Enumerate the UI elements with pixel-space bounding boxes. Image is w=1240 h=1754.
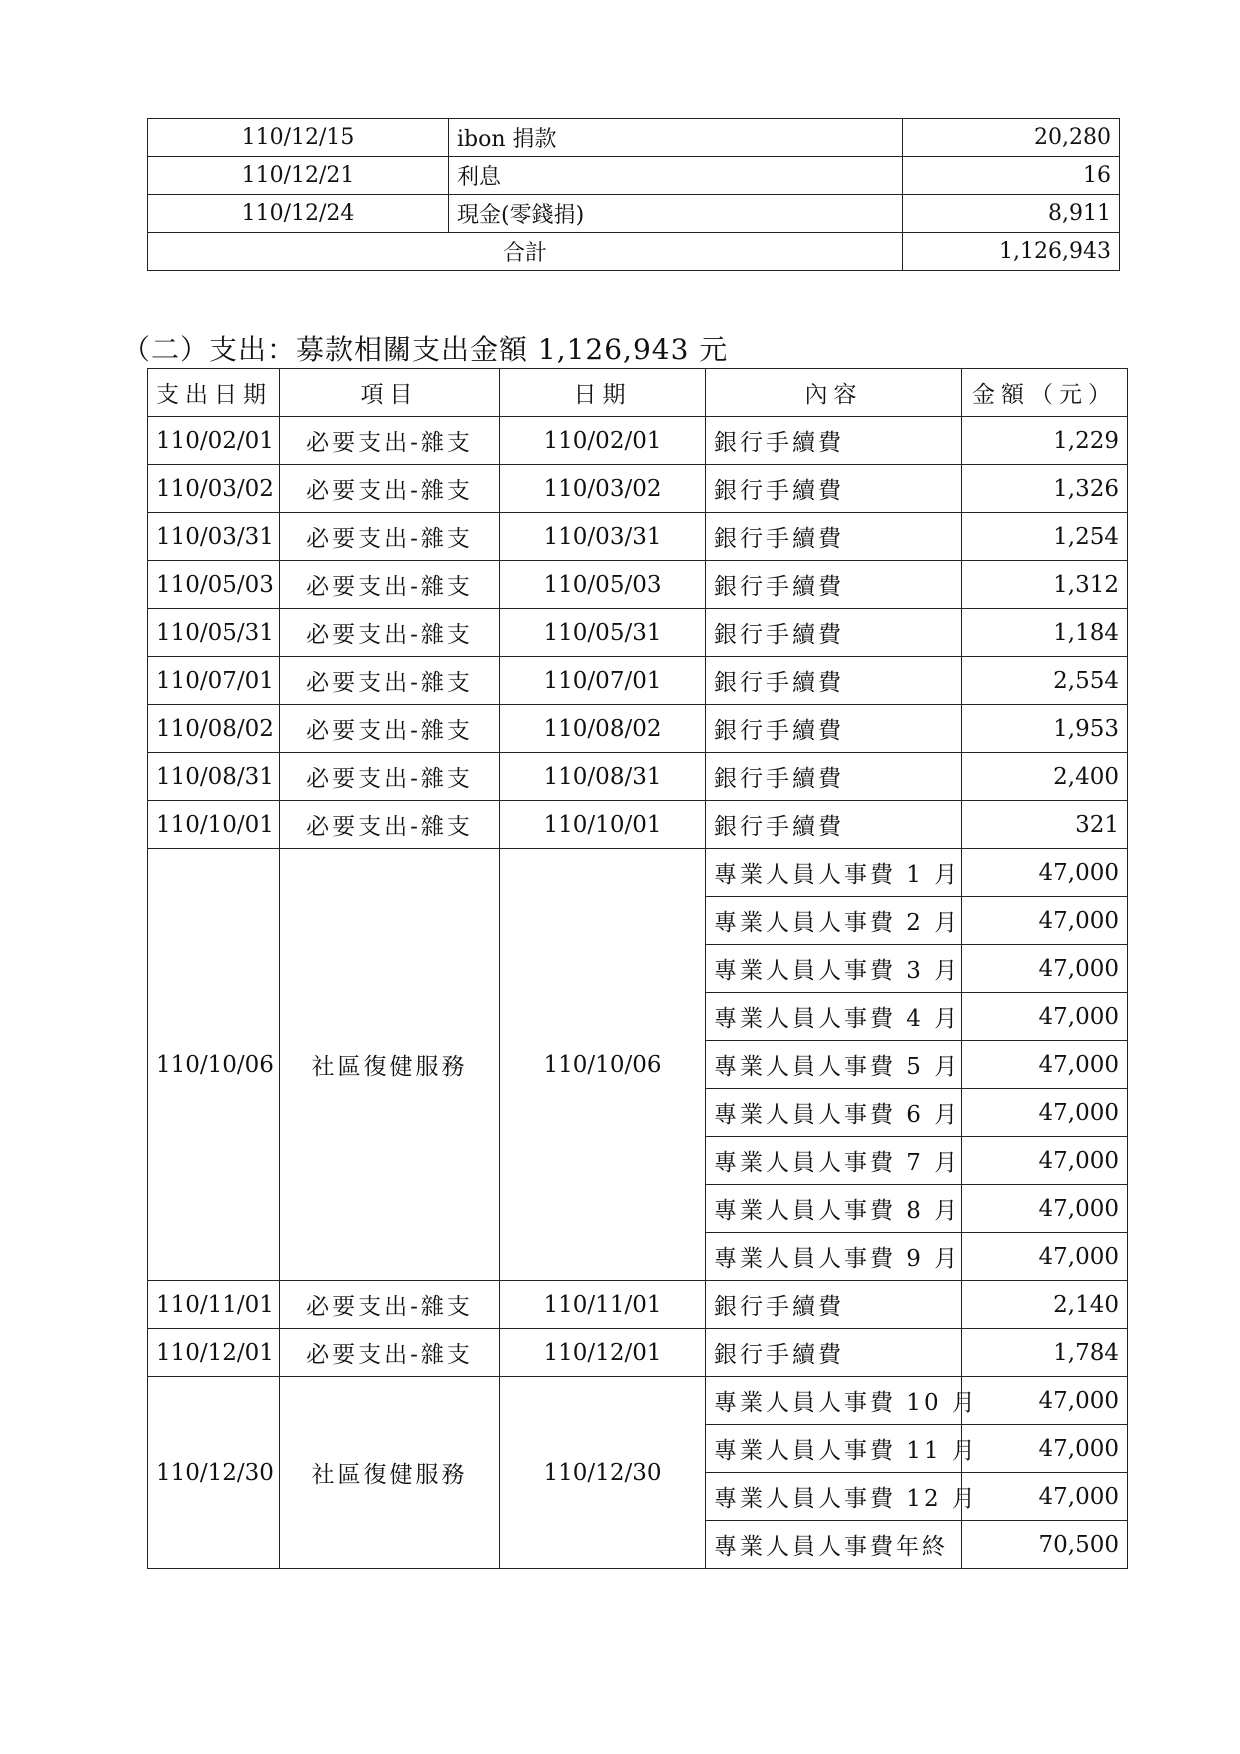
income-date-cell: 110/12/21 [148,157,449,195]
expense-row [148,1281,1128,1329]
expense-date-cell: 110/07/01 [500,657,706,705]
expense-amount-cell: 47,000 [962,993,1128,1041]
expense-pay-date-cell: 110/08/02 [148,705,280,753]
expense-date-cell: 110/05/31 [500,609,706,657]
expense-date-cell: 110/08/31 [500,753,706,801]
expense-date-cell: 110/05/03 [500,561,706,609]
expense-content-cell: 銀行手續費 [706,513,962,561]
expense-row [148,1377,1128,1425]
expense-date-cell: 110/08/02 [500,705,706,753]
expense-date-cell: 110/10/01 [500,801,706,849]
expense-date-cell: 110/11/01 [500,1281,706,1329]
expense-item-cell: 必要支出-雜支 [280,705,500,753]
expense-row [148,513,1128,561]
expense-content-cell: 專業人員人事費 5 月 [706,1041,962,1089]
income-total-label: 合計 [148,233,903,271]
expense-item-cell: 必要支出-雜支 [280,1281,500,1329]
expense-content-cell: 專業人員人事費 11 月 [706,1425,962,1473]
expense-amount-cell: 47,000 [962,945,1128,993]
expense-content-cell: 專業人員人事費 6 月 [706,1089,962,1137]
income-row [148,195,1120,233]
expense-amount-cell: 2,140 [962,1281,1128,1329]
expense-content-cell: 專業人員人事費 4 月 [706,993,962,1041]
expense-date-cell: 110/12/30 [500,1377,706,1569]
expense-row [148,561,1128,609]
expense-pay-date-cell: 110/03/02 [148,465,280,513]
expense-amount-cell: 47,000 [962,1137,1128,1185]
header-date: 日期 [500,369,706,417]
expense-pay-date-cell: 110/12/30 [148,1377,280,1569]
expense-item-cell: 必要支出-雜支 [280,753,500,801]
expense-date-cell: 110/12/01 [500,1329,706,1377]
expense-row [148,465,1128,513]
expense-item-cell: 必要支出-雜支 [280,465,500,513]
expense-item-cell: 必要支出-雜支 [280,657,500,705]
expense-content-cell: 銀行手續費 [706,417,962,465]
income-date-cell: 110/12/24 [148,195,449,233]
income-total-row [148,233,1120,271]
income-amount-cell: 20,280 [903,119,1120,157]
expense-row [148,753,1128,801]
expense-content-cell: 銀行手續費 [706,705,962,753]
expense-pay-date-cell: 110/10/01 [148,801,280,849]
income-item-cell: ibon 捐款 [449,119,903,157]
expense-pay-date-cell: 110/05/31 [148,609,280,657]
expense-amount-cell: 47,000 [962,1233,1128,1281]
income-amount-cell: 16 [903,157,1120,195]
expense-pay-date-cell: 110/10/06 [148,849,280,1281]
expense-row [148,705,1128,753]
expense-content-cell: 專業人員人事費 8 月 [706,1185,962,1233]
expense-item-cell: 必要支出-雜支 [280,801,500,849]
expense-table-body [148,417,1128,1569]
expense-pay-date-cell: 110/12/01 [148,1329,280,1377]
expense-pay-date-cell: 110/03/31 [148,513,280,561]
expense-content-cell: 銀行手續費 [706,657,962,705]
income-table [147,118,1120,271]
expense-content-cell: 專業人員人事費 12 月 [706,1473,962,1521]
income-date-cell: 110/12/15 [148,119,449,157]
expense-amount-cell: 47,000 [962,1377,1128,1425]
expense-amount-cell: 70,500 [962,1521,1128,1569]
expense-content-cell: 專業人員人事費 9 月 [706,1233,962,1281]
expense-item-cell: 社區復健服務 [280,849,500,1281]
income-table-body [148,119,1120,271]
income-item-cell: 利息 [449,157,903,195]
expense-pay-date-cell: 110/11/01 [148,1281,280,1329]
expense-section-heading: （二）支出：募款相關支出金額 1,126,943 元 [122,333,729,366]
expense-amount-cell: 1,784 [962,1329,1128,1377]
income-amount-cell: 8,911 [903,195,1120,233]
expense-amount-cell: 47,000 [962,1041,1128,1089]
expense-row [148,849,1128,897]
expense-amount-cell: 1,229 [962,417,1128,465]
expense-date-cell: 110/02/01 [500,417,706,465]
expense-item-cell: 必要支出-雜支 [280,513,500,561]
expense-amount-cell: 47,000 [962,1473,1128,1521]
expense-content-cell: 銀行手續費 [706,1329,962,1377]
expense-header-row [148,369,1128,417]
expense-content-cell: 銀行手續費 [706,465,962,513]
income-total-amount: 1,126,943 [903,233,1120,271]
income-item-cell: 現金(零錢捐) [449,195,903,233]
income-row [148,119,1120,157]
expense-amount-cell: 1,953 [962,705,1128,753]
header-item: 項目 [280,369,500,417]
expense-amount-cell: 47,000 [962,1425,1128,1473]
expense-amount-cell: 2,554 [962,657,1128,705]
expense-date-cell: 110/10/06 [500,849,706,1281]
expense-content-cell: 銀行手續費 [706,801,962,849]
expense-amount-cell: 321 [962,801,1128,849]
header-amount: 金額（元） [962,369,1128,417]
expense-content-cell: 銀行手續費 [706,561,962,609]
income-row [148,157,1120,195]
expense-pay-date-cell: 110/07/01 [148,657,280,705]
expense-pay-date-cell: 110/02/01 [148,417,280,465]
expense-amount-cell: 1,254 [962,513,1128,561]
expense-amount-cell: 1,312 [962,561,1128,609]
expense-content-cell: 專業人員人事費 1 月 [706,849,962,897]
expense-pay-date-cell: 110/05/03 [148,561,280,609]
expense-item-cell: 社區復健服務 [280,1377,500,1569]
expense-row [148,657,1128,705]
expense-row [148,801,1128,849]
expense-amount-cell: 1,184 [962,609,1128,657]
expense-amount-cell: 2,400 [962,753,1128,801]
expense-content-cell: 銀行手續費 [706,753,962,801]
expense-table [147,368,1128,1569]
expense-amount-cell: 47,000 [962,1089,1128,1137]
expense-item-cell: 必要支出-雜支 [280,1329,500,1377]
expense-row [148,1329,1128,1377]
expense-pay-date-cell: 110/08/31 [148,753,280,801]
expense-content-cell: 專業人員人事費 2 月 [706,897,962,945]
expense-date-cell: 110/03/02 [500,465,706,513]
expense-content-cell: 銀行手續費 [706,609,962,657]
expense-content-cell: 專業人員人事費 3 月 [706,945,962,993]
expense-item-cell: 必要支出-雜支 [280,561,500,609]
expense-amount-cell: 47,000 [962,849,1128,897]
expense-row [148,609,1128,657]
expense-content-cell: 專業人員人事費年終 [706,1521,962,1569]
expense-date-cell: 110/03/31 [500,513,706,561]
expense-item-cell: 必要支出-雜支 [280,609,500,657]
expense-content-cell: 專業人員人事費 7 月 [706,1137,962,1185]
expense-table-header [148,369,1128,417]
header-content: 內容 [706,369,962,417]
expense-content-cell: 銀行手續費 [706,1281,962,1329]
expense-content-cell: 專業人員人事費 10 月 [706,1377,962,1425]
expense-item-cell: 必要支出-雜支 [280,417,500,465]
expense-amount-cell: 47,000 [962,1185,1128,1233]
expense-row [148,417,1128,465]
expense-amount-cell: 47,000 [962,897,1128,945]
header-pay-date: 支出日期 [148,369,280,417]
expense-amount-cell: 1,326 [962,465,1128,513]
